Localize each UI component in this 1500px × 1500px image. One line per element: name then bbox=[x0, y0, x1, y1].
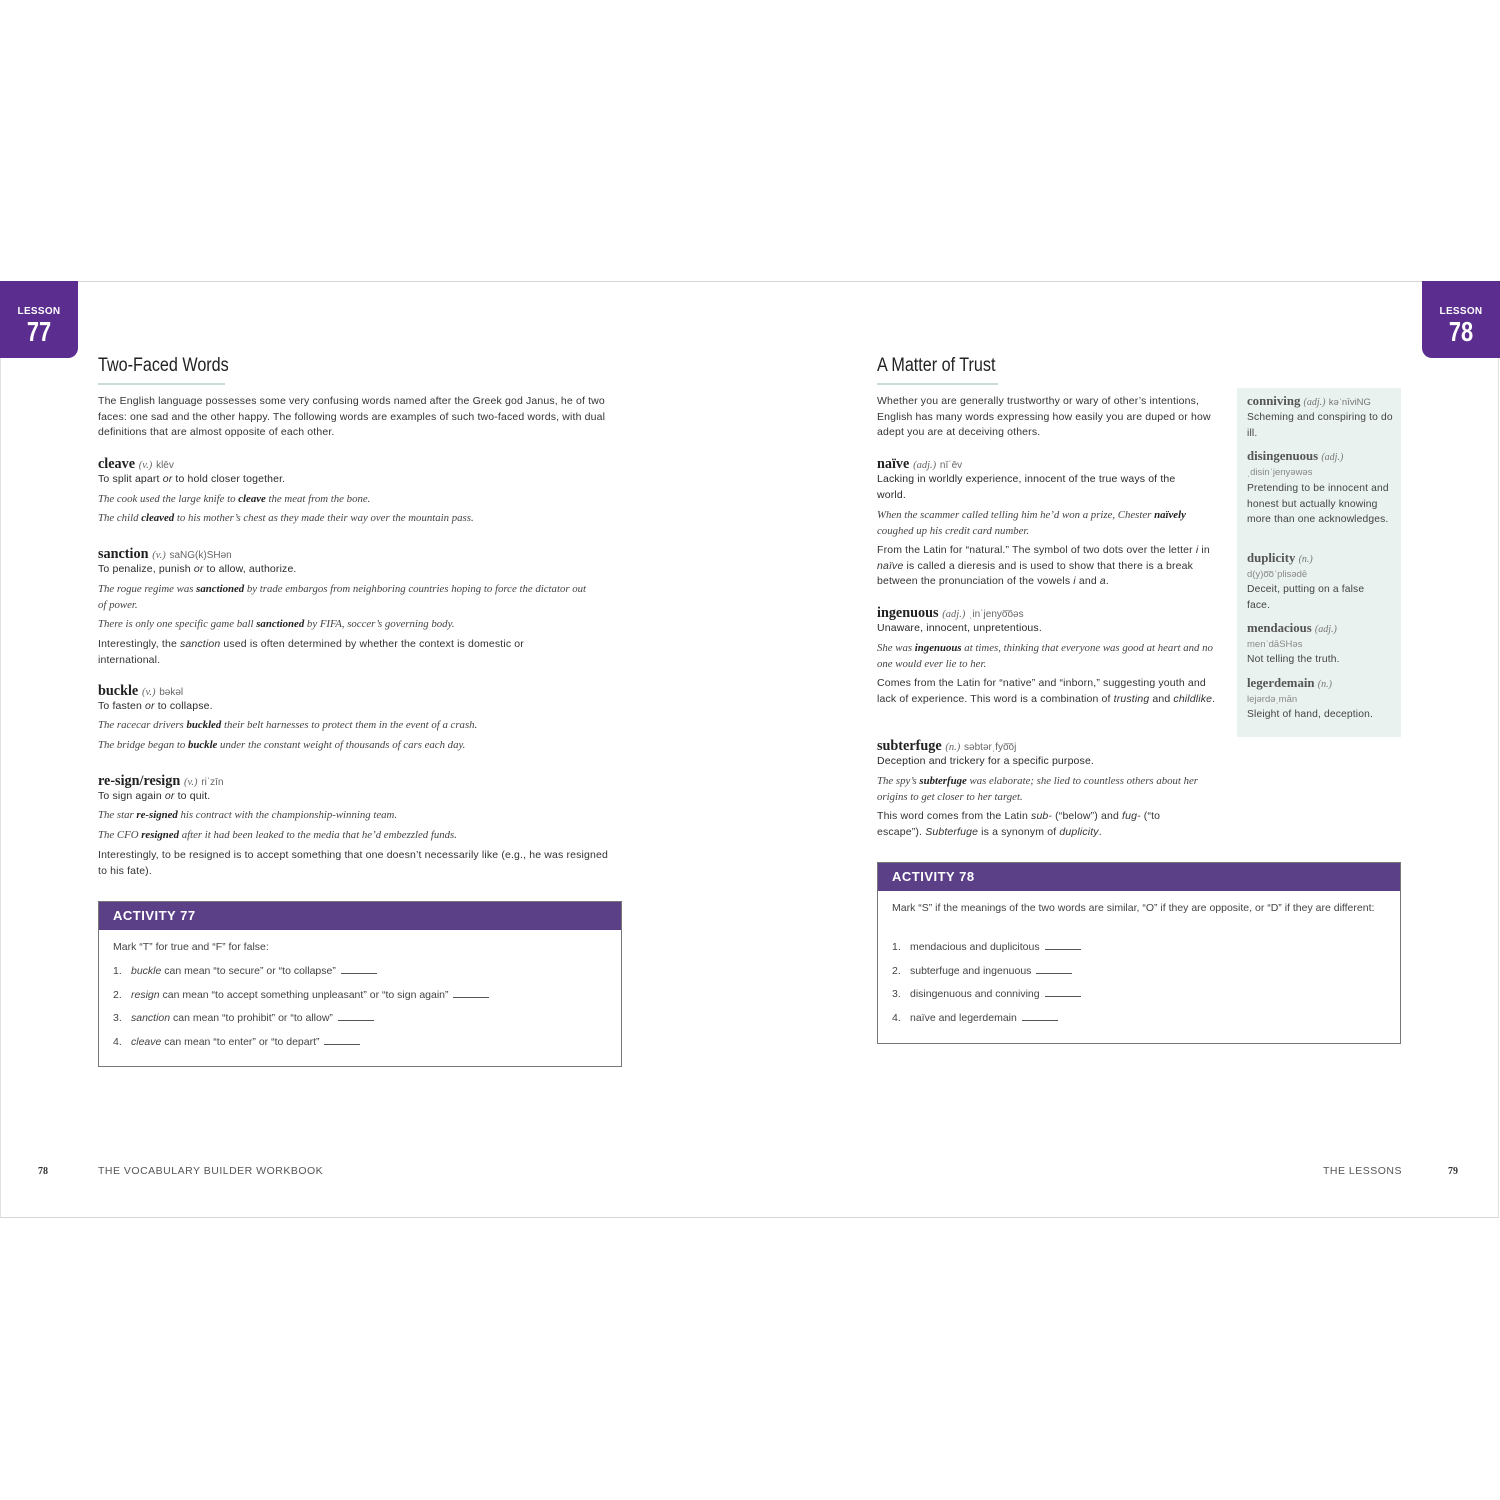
headword-subterfuge: subterfuge (n.) səbtərˌfyo͞oj bbox=[877, 738, 1017, 754]
activity-instruction: Mark “T” for true and “F” for false: bbox=[113, 941, 269, 953]
title-rule bbox=[877, 383, 998, 385]
page-number: 78 bbox=[38, 1166, 48, 1177]
answer-blank[interactable] bbox=[341, 964, 377, 974]
example-sentence: The cook used the large knife to cleave the meat from the bone. bbox=[98, 493, 371, 505]
sidebar-word: disingenuous (adj.) bbox=[1247, 449, 1344, 463]
related-words-sidebar bbox=[1237, 388, 1401, 737]
definition: Deception and trickery for a specific purpose. bbox=[877, 755, 1095, 767]
sidebar-definition: Scheming and conspiring to do ill. bbox=[1247, 412, 1393, 439]
usage-note: From the Latin for “natural.” The symbol of two dots over the letter i in naïve is called a dieresis and is used to show that there is a break between the pronunciation of the vowels i and a. bbox=[877, 544, 1210, 588]
headword-resign: re-sign/resign (v.) riˈzīn bbox=[98, 773, 224, 789]
sidebar-definition: Sleight of hand, deception. bbox=[1247, 709, 1373, 720]
intro-paragraph: The English language possesses some very confusing words named after the Greek god Janus, he of two faces: one sad and the other happy. The following words are examples of such two-faced words, with dual definitions that are almost opposite of each other. bbox=[98, 395, 606, 439]
example-sentence: The racecar drivers buckled their belt harnesses to protect them in the event of a crash. bbox=[98, 719, 478, 731]
example-sentence: The rogue regime was sanctioned by trade embargos from neighboring countries hoping to force the dictator out of power. bbox=[98, 583, 587, 611]
intro-paragraph: Whether you are generally trustworthy or wary of other’s intentions, English has many words expressing how easily you are duped or how adept you are at deceiving others. bbox=[877, 395, 1211, 439]
activity-item: 1. mendacious and duplicitous bbox=[892, 940, 1081, 956]
running-footer: THE LESSONS bbox=[1323, 1165, 1403, 1177]
answer-blank[interactable] bbox=[453, 988, 489, 998]
definition: To penalize, punish or to allow, authorize. bbox=[98, 563, 297, 575]
sidebar-definition: Pretending to be innocent and honest but actually knowing more than one acknowledges. bbox=[1247, 483, 1389, 526]
activity-78-box bbox=[877, 862, 1401, 1044]
headword-sanction: sanction (v.) saNG(k)SHən bbox=[98, 546, 232, 562]
sidebar-word: mendacious (adj.) bbox=[1247, 621, 1337, 635]
sidebar-definition: Deceit, putting on a false face. bbox=[1247, 584, 1365, 611]
answer-blank[interactable] bbox=[1022, 1011, 1058, 1021]
activity-title: ACTIVITY 77 bbox=[99, 902, 621, 930]
example-sentence: When the scammer called telling him he’d won a prize, Chester naïvely coughed up his credit card number. bbox=[877, 509, 1186, 537]
page-number: 79 bbox=[1448, 1166, 1458, 1177]
page-title: Two-Faced Words bbox=[98, 355, 229, 376]
activity-instruction: Mark “S” if the meanings of the two words are similar, “O” if they are opposite, or “D” if they are different: bbox=[892, 902, 1375, 914]
lesson-number: 77 bbox=[26, 316, 52, 347]
usage-note: Interestingly, to be resigned is to accept something that one doesn’t necessarily like (e.g., he was resigned to his fate). bbox=[98, 849, 608, 877]
activity-item: 2. resign can mean “to accept something unpleasant” or “to sign again” bbox=[113, 988, 489, 1004]
sidebar-word: duplicity (n.) bbox=[1247, 551, 1313, 565]
example-sentence: The CFO resigned after it had been leaked to the media that he’d embezzled funds. bbox=[98, 829, 457, 841]
example-sentence: The spy’s subterfuge was elaborate; she lied to countless others about her origins to get closer to her target. bbox=[877, 775, 1199, 803]
lesson-tab-78 bbox=[1422, 281, 1500, 358]
activity-77-box bbox=[98, 901, 622, 1067]
definition: To sign again or to quit. bbox=[98, 790, 211, 802]
sidebar-pronunciation: d(y)o͞oˈplisədē bbox=[1247, 569, 1308, 580]
lesson-tab-77 bbox=[0, 281, 78, 358]
running-footer: THE VOCABULARY BUILDER WORKBOOK bbox=[98, 1165, 324, 1177]
lesson-label: LESSON bbox=[17, 306, 61, 317]
definition: To split apart or to hold closer together. bbox=[98, 473, 286, 485]
example-sentence: The star re-signed his contract with the championship-winning team. bbox=[98, 809, 398, 821]
activity-item: 3. disingenuous and conniving bbox=[892, 987, 1081, 1003]
sidebar-pronunciation: menˈdāSHəs bbox=[1247, 639, 1303, 650]
headword-cleave: cleave (v.) klēv bbox=[98, 456, 174, 472]
definition: To fasten or to collapse. bbox=[98, 700, 213, 712]
usage-note: Interestingly, the sanction used is often determined by whether the context is domestic or international. bbox=[98, 638, 524, 666]
lesson-number: 78 bbox=[1448, 316, 1474, 347]
example-sentence: There is only one specific game ball sanctioned by FIFA, soccer’s governing body. bbox=[98, 618, 455, 630]
definition: Unaware, innocent, unpretentious. bbox=[877, 622, 1042, 634]
activity-title: ACTIVITY 78 bbox=[878, 863, 1400, 891]
sidebar-definition: Not telling the truth. bbox=[1247, 654, 1340, 665]
sidebar-pronunciation: lejərdəˌmān bbox=[1247, 694, 1298, 705]
activity-item: 4. naïve and legerdemain bbox=[892, 1011, 1058, 1027]
activity-item: 2. subterfuge and ingenuous bbox=[892, 964, 1072, 980]
activity-item: 4. cleave can mean “to enter” or “to depart” bbox=[113, 1035, 360, 1051]
answer-blank[interactable] bbox=[1045, 940, 1081, 950]
answer-blank[interactable] bbox=[1045, 987, 1081, 997]
activity-item: 3. sanction can mean “to prohibit” or “to allow” bbox=[113, 1011, 374, 1027]
example-sentence: The child cleaved to his mother’s chest as they made their way over the mountain pass. bbox=[98, 512, 474, 524]
answer-blank[interactable] bbox=[1036, 964, 1072, 974]
sidebar-word: legerdemain (n.) bbox=[1247, 676, 1332, 690]
answer-blank[interactable] bbox=[338, 1011, 374, 1021]
example-sentence: She was ingenuous at times, thinking that everyone was good at heart and no one would ever lie to her. bbox=[877, 642, 1213, 670]
example-sentence: The bridge began to buckle under the constant weight of thousands of cars each day. bbox=[98, 739, 466, 751]
title-rule bbox=[98, 383, 225, 385]
definition: Lacking in worldly experience, innocent of the true ways of the world. bbox=[877, 473, 1176, 501]
activity-item: 1. buckle can mean “to secure” or “to collapse” bbox=[113, 964, 377, 980]
usage-note: Comes from the Latin for “native” and “inborn,” suggesting youth and lack of experience. This word is a combination of trusting and childlike. bbox=[877, 677, 1216, 705]
sidebar-word: conniving (adj.) kəˈnīviNG bbox=[1247, 394, 1371, 408]
answer-blank[interactable] bbox=[324, 1035, 360, 1045]
headword-buckle: buckle (v.) bəkəl bbox=[98, 683, 184, 699]
lesson-label: LESSON bbox=[1439, 306, 1483, 317]
headword-ingenuous: ingenuous (adj.) ˌinˈjenyo͞oəs bbox=[877, 605, 1024, 621]
usage-note: This word comes from the Latin sub- (“below”) and fug- (“to escape”). Subterfuge is a synonym of duplicity. bbox=[877, 810, 1161, 838]
page-title: A Matter of Trust bbox=[877, 355, 996, 376]
sidebar-pronunciation: ˌdisinˈjenyəwəs bbox=[1247, 467, 1313, 478]
headword-naive: naïve (adj.) nīˈēv bbox=[877, 456, 963, 472]
